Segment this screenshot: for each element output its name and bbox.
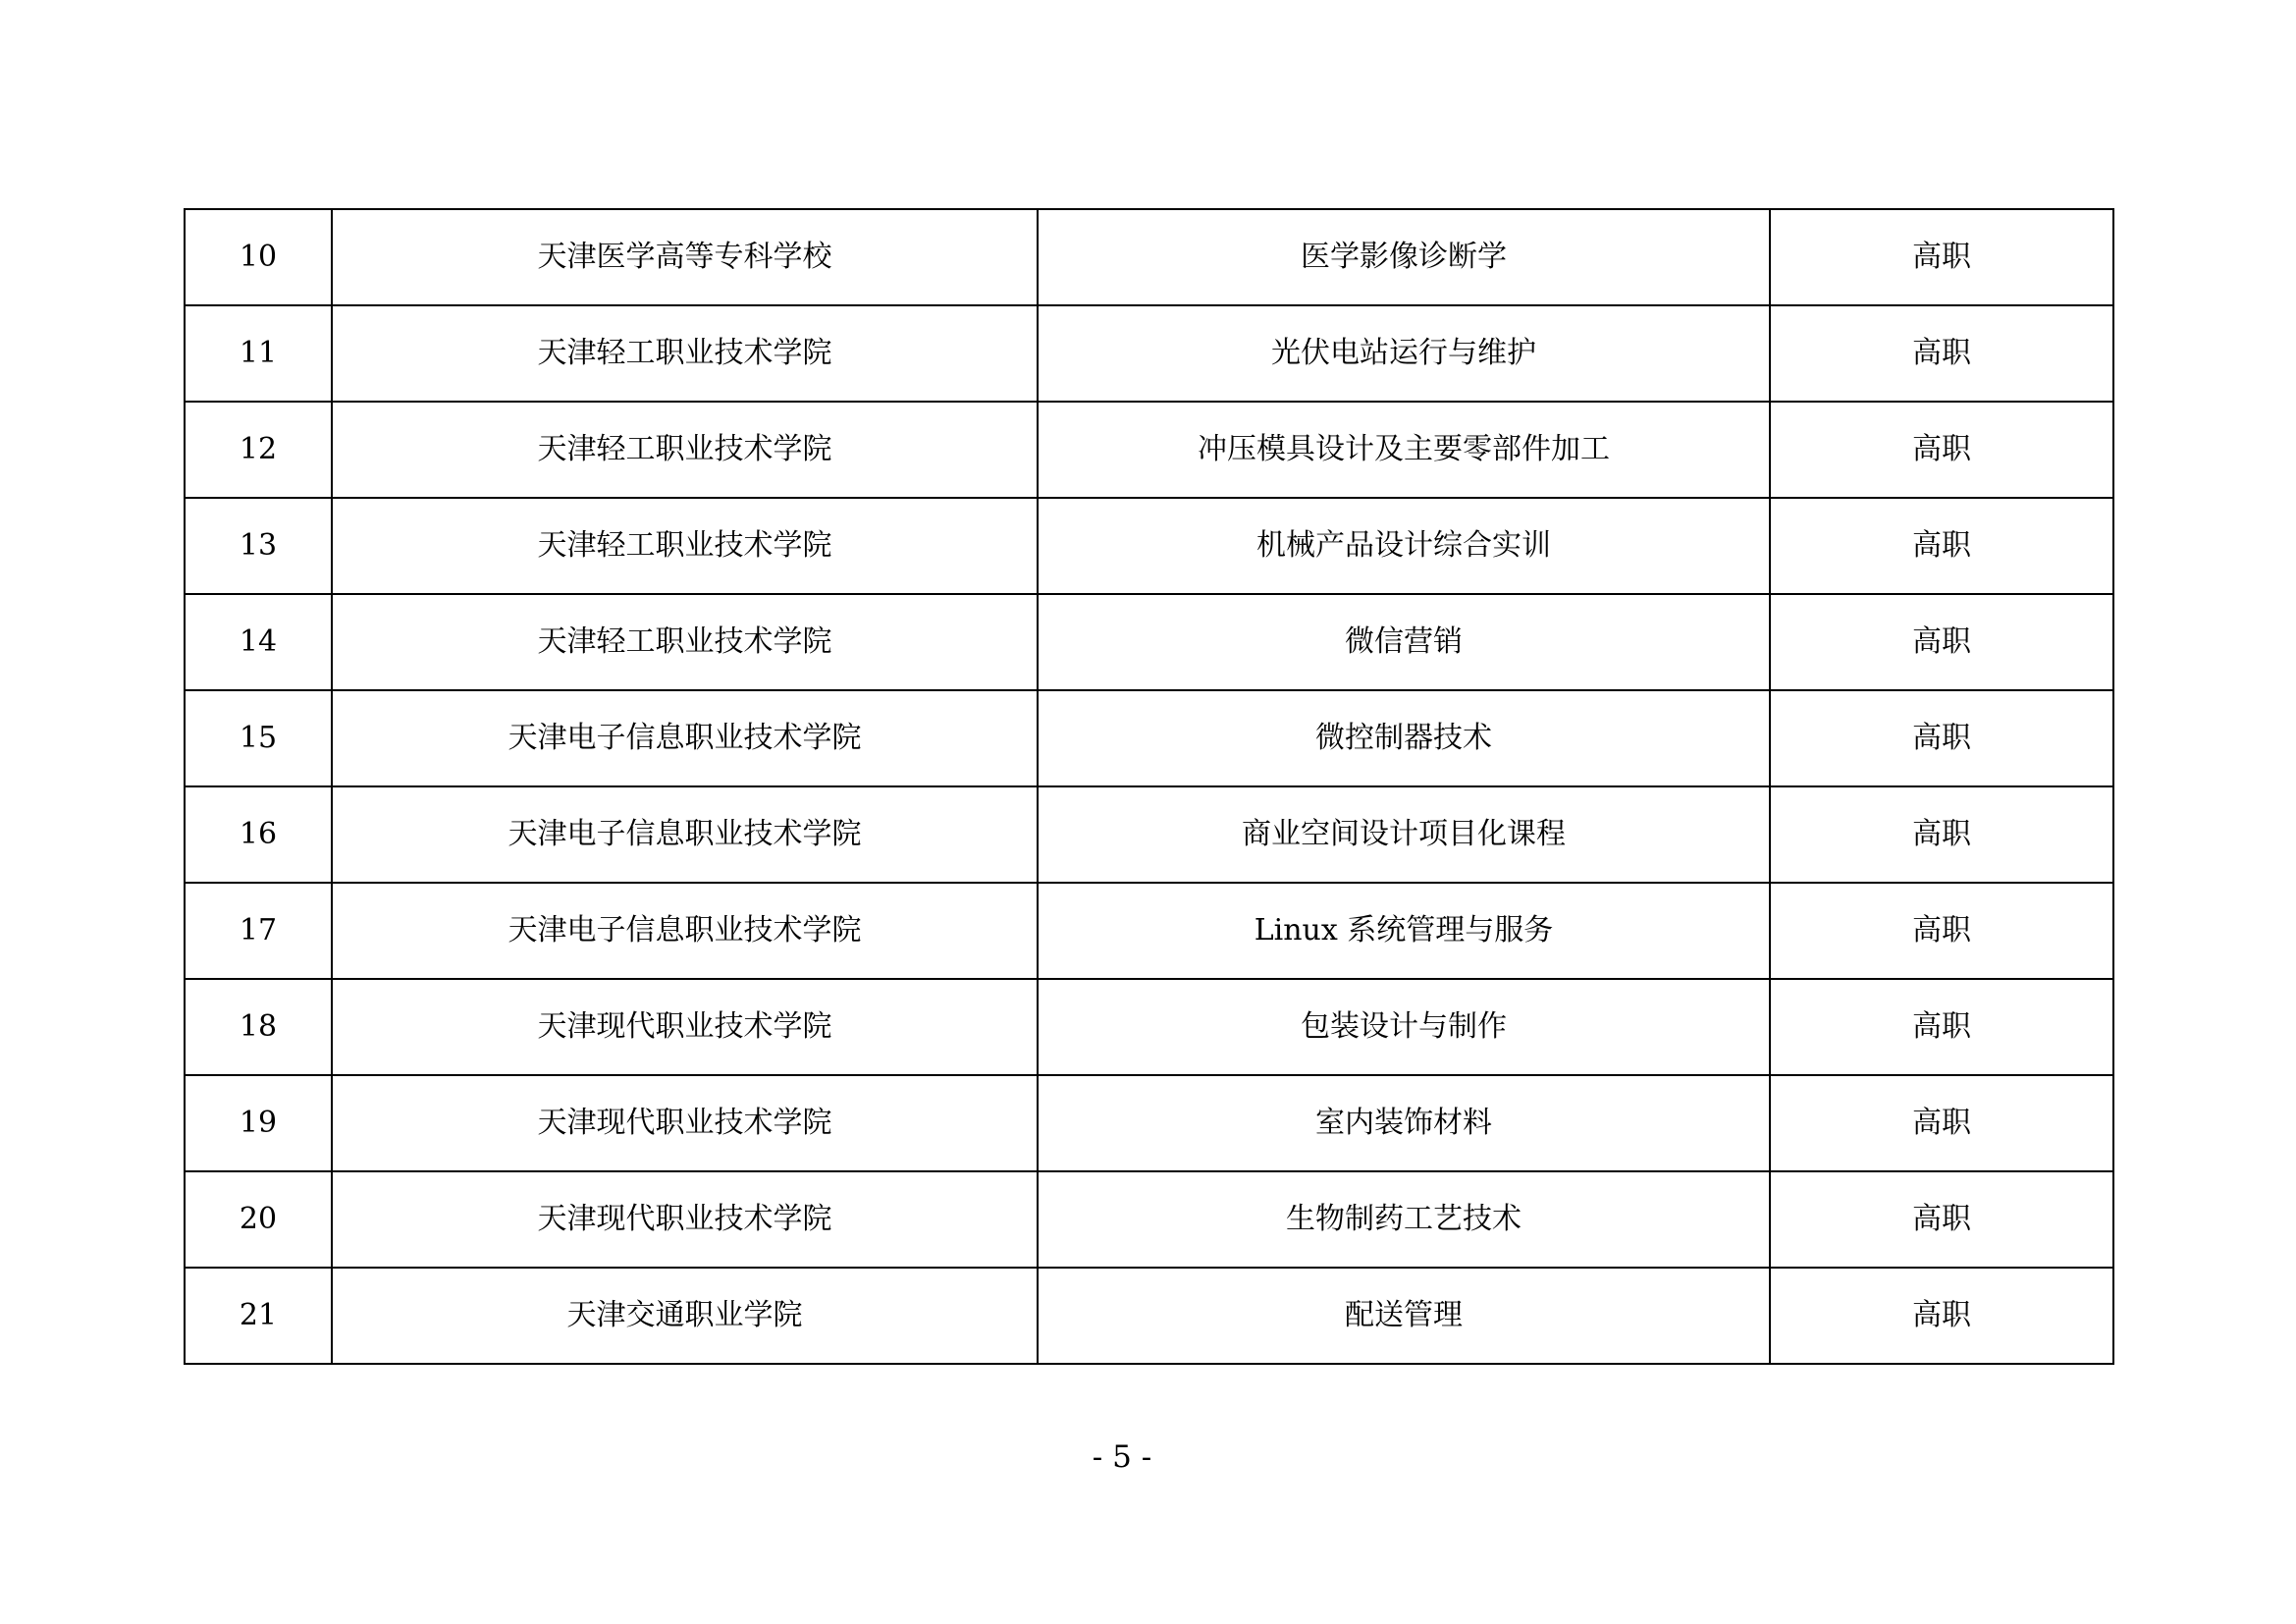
cell-level: 高职 <box>1770 305 2113 402</box>
cell-course-name: 配送管理 <box>1038 1268 1770 1364</box>
table-row <box>185 786 2113 883</box>
cell-school-name: 天津轻工职业技术学院 <box>332 402 1038 498</box>
cell-school-name: 天津轻工职业技术学院 <box>332 498 1038 594</box>
table-row <box>185 690 2113 786</box>
cell-course-name: 生物制药工艺技术 <box>1038 1171 1770 1268</box>
table-row <box>185 979 2113 1075</box>
table-row <box>185 402 2113 498</box>
cell-row-number: 20 <box>185 1171 332 1268</box>
cell-level: 高职 <box>1770 209 2113 305</box>
cell-row-number: 17 <box>185 883 332 979</box>
cell-school-name: 天津现代职业技术学院 <box>332 979 1038 1075</box>
cell-row-number: 19 <box>185 1075 332 1171</box>
cell-course-name: 机械产品设计综合实训 <box>1038 498 1770 594</box>
cell-school-name: 天津电子信息职业技术学院 <box>332 786 1038 883</box>
cell-course-name: 光伏电站运行与维护 <box>1038 305 1770 402</box>
table-row <box>185 498 2113 594</box>
table-row <box>185 883 2113 979</box>
cell-school-name: 天津医学高等专科学校 <box>332 209 1038 305</box>
course-table <box>184 208 2114 1365</box>
cell-course-name: 冲压模具设计及主要零部件加工 <box>1038 402 1770 498</box>
cell-row-number: 18 <box>185 979 332 1075</box>
table-row <box>185 1171 2113 1268</box>
cell-level: 高职 <box>1770 979 2113 1075</box>
table-row <box>185 594 2113 690</box>
page-number: - 5 - <box>1092 1439 1152 1475</box>
cell-row-number: 10 <box>185 209 332 305</box>
cell-course-name: 室内装饰材料 <box>1038 1075 1770 1171</box>
cell-school-name: 天津现代职业技术学院 <box>332 1171 1038 1268</box>
table-row <box>185 305 2113 402</box>
cell-row-number: 14 <box>185 594 332 690</box>
cell-school-name: 天津电子信息职业技术学院 <box>332 883 1038 979</box>
cell-level: 高职 <box>1770 883 2113 979</box>
table-row <box>185 1075 2113 1171</box>
cell-school-name: 天津现代职业技术学院 <box>332 1075 1038 1171</box>
cell-row-number: 21 <box>185 1268 332 1364</box>
cell-school-name: 天津交通职业学院 <box>332 1268 1038 1364</box>
cell-row-number: 12 <box>185 402 332 498</box>
cell-course-name: 包装设计与制作 <box>1038 979 1770 1075</box>
cell-school-name: 天津电子信息职业技术学院 <box>332 690 1038 786</box>
cell-row-number: 16 <box>185 786 332 883</box>
cell-course-name: Linux 系统管理与服务 <box>1038 883 1770 979</box>
cell-course-name: 微信营销 <box>1038 594 1770 690</box>
cell-level: 高职 <box>1770 402 2113 498</box>
cell-row-number: 13 <box>185 498 332 594</box>
cell-level: 高职 <box>1770 594 2113 690</box>
cell-row-number: 11 <box>185 305 332 402</box>
cell-course-name: 微控制器技术 <box>1038 690 1770 786</box>
cell-row-number: 15 <box>185 690 332 786</box>
cell-school-name: 天津轻工职业技术学院 <box>332 594 1038 690</box>
cell-level: 高职 <box>1770 1268 2113 1364</box>
cell-level: 高职 <box>1770 498 2113 594</box>
cell-level: 高职 <box>1770 786 2113 883</box>
cell-course-name: 商业空间设计项目化课程 <box>1038 786 1770 883</box>
table-row <box>185 209 2113 305</box>
table-row <box>185 1268 2113 1364</box>
cell-level: 高职 <box>1770 690 2113 786</box>
cell-level: 高职 <box>1770 1075 2113 1171</box>
cell-course-name: 医学影像诊断学 <box>1038 209 1770 305</box>
cell-school-name: 天津轻工职业技术学院 <box>332 305 1038 402</box>
cell-level: 高职 <box>1770 1171 2113 1268</box>
